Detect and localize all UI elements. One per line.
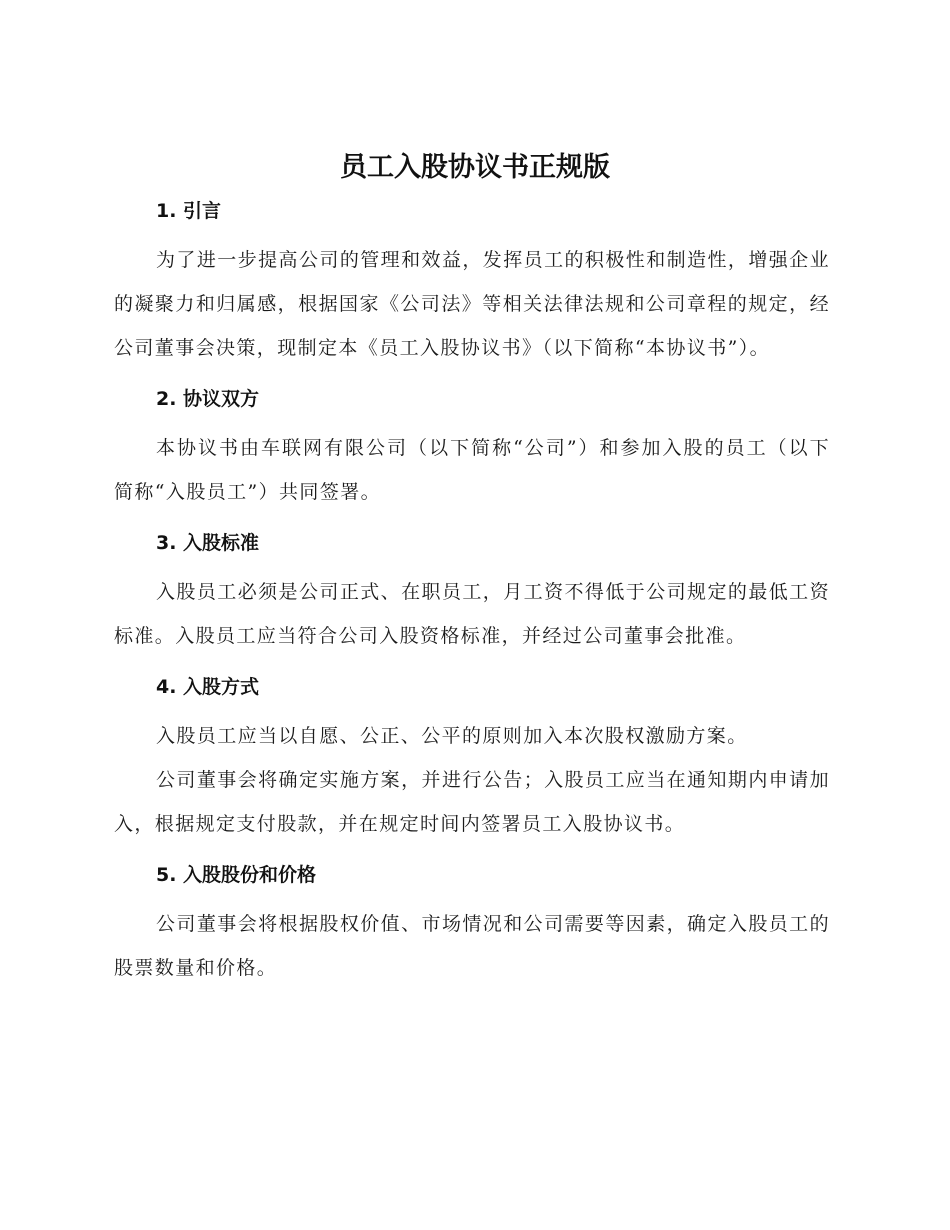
paragraph: 本协议书由车联网有限公司（以下简称“公司”）和参加入股的员工（以下简称“入股员工”）共同签署。 xyxy=(114,437,830,503)
section-eligibility xyxy=(114,528,830,658)
paragraph: 公司董事会将根据股权价值、市场情况和公司需要等因素，确定入股员工的股票数量和价格。 xyxy=(114,913,830,979)
section-heading: 5. 入股股份和价格 xyxy=(156,864,317,886)
section-parties xyxy=(114,384,830,514)
paragraph: 入股员工必须是公司正式、在职员工，月工资不得低于公司规定的最低工资标准。入股员工应当符合公司入股资格标准，并经过公司董事会批准。 xyxy=(114,581,830,647)
document-body xyxy=(114,196,830,1004)
section-heading: 3. 入股标准 xyxy=(156,532,260,554)
paragraph: 公司董事会将确定实施方案，并进行公告；入股员工应当在通知期内申请加入，根据规定支付股款，并在规定时间内签署员工入股协议书。 xyxy=(114,769,830,835)
section-heading: 2. 协议双方 xyxy=(156,388,260,410)
section-heading: 4. 入股方式 xyxy=(156,676,260,698)
paragraph: 为了进一步提高公司的管理和效益，发挥员工的积极性和制造性，增强企业的凝聚力和归属感，根据国家《公司法》等相关法律法规和公司章程的规定，经公司董事会决策，现制定本《员工入股协议书》（以下简称“本协议书”）。 xyxy=(114,249,830,359)
paragraph: 入股员工应当以自愿、公正、公平的原则加入本次股权激励方案。 xyxy=(156,725,748,747)
section-shares-price xyxy=(114,860,830,990)
document-title: 员工入股协议书正规版 xyxy=(340,152,610,183)
section-introduction xyxy=(114,196,830,370)
section-heading: 1. 引言 xyxy=(156,200,222,222)
section-method xyxy=(114,672,830,846)
